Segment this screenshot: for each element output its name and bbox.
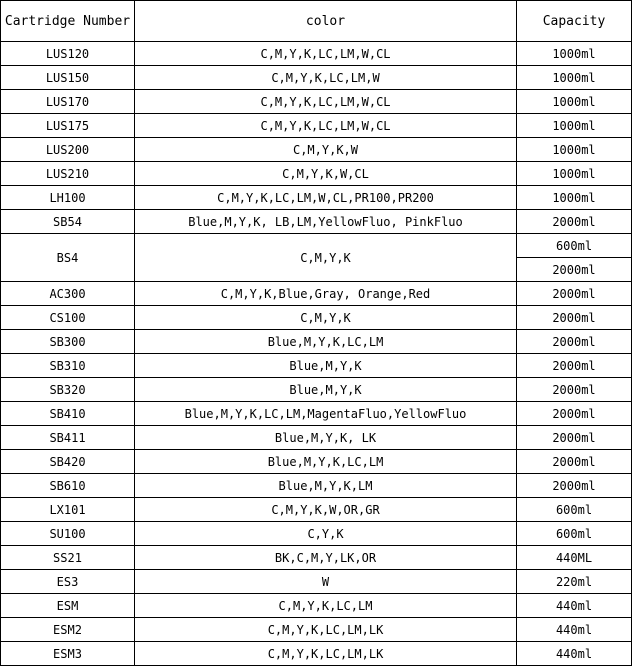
cell-cartridge: LUS175 — [1, 114, 135, 138]
cell-color: Blue,M,Y,K, LB,LM,YellowFluo, PinkFluo — [135, 210, 517, 234]
cell-cartridge: LUS120 — [1, 42, 135, 66]
cell-capacity: 220ml — [517, 570, 632, 594]
cell-color: Blue,M,Y,K — [135, 354, 517, 378]
table-row — [1, 234, 632, 258]
cell-capacity: 2000ml — [517, 474, 632, 498]
table-row — [1, 450, 632, 474]
cell-capacity: 440ml — [517, 594, 632, 618]
cell-capacity: 1000ml — [517, 42, 632, 66]
table-row — [1, 186, 632, 210]
table-row — [1, 42, 632, 66]
table-row — [1, 378, 632, 402]
cell-color: Blue,M,Y,K,LC,LM,MagentaFluo,YellowFluo — [135, 402, 517, 426]
table-row — [1, 114, 632, 138]
cell-capacity: 440ML — [517, 546, 632, 570]
cell-cartridge: SS21 — [1, 546, 135, 570]
cell-capacity: 2000ml — [517, 426, 632, 450]
header-capacity: Capacity — [517, 1, 632, 42]
table-row — [1, 546, 632, 570]
cell-cartridge: BS4 — [1, 234, 135, 282]
cell-cartridge: LH100 — [1, 186, 135, 210]
cell-color: Blue,M,Y,K, LK — [135, 426, 517, 450]
cell-color: C,M,Y,K — [135, 234, 517, 282]
cell-cartridge: LX101 — [1, 498, 135, 522]
cell-cartridge: LUS200 — [1, 138, 135, 162]
cell-capacity: 2000ml — [517, 378, 632, 402]
cell-color: C,M,Y,K,LC,LM,LK — [135, 642, 517, 666]
cell-color: C,M,Y,K,LC,LM,W,CL — [135, 114, 517, 138]
cell-capacity: 440ml — [517, 618, 632, 642]
cell-color: C,M,Y,K,W,CL — [135, 162, 517, 186]
cell-capacity: 600ml — [517, 522, 632, 546]
cell-color: Blue,M,Y,K,LM — [135, 474, 517, 498]
table-row — [1, 138, 632, 162]
cell-capacity-secondary: 2000ml — [517, 258, 632, 282]
cell-color: C,M,Y,K,LC,LM,W,CL — [135, 90, 517, 114]
cell-color: BK,C,M,Y,LK,OR — [135, 546, 517, 570]
cell-color: C,M,Y,K,LC,LM,W,CL,PR100,PR200 — [135, 186, 517, 210]
cell-cartridge: LUS150 — [1, 66, 135, 90]
cell-cartridge: LUS170 — [1, 90, 135, 114]
cell-cartridge: CS100 — [1, 306, 135, 330]
cell-cartridge: SB54 — [1, 210, 135, 234]
table-row — [1, 330, 632, 354]
cell-cartridge: SU100 — [1, 522, 135, 546]
cell-capacity: 1000ml — [517, 162, 632, 186]
cell-cartridge: SB320 — [1, 378, 135, 402]
table-row — [1, 498, 632, 522]
cell-capacity: 1000ml — [517, 138, 632, 162]
cell-capacity: 2000ml — [517, 306, 632, 330]
cell-capacity: 600ml — [517, 498, 632, 522]
cell-capacity: 1000ml — [517, 186, 632, 210]
cell-cartridge: AC300 — [1, 282, 135, 306]
cell-cartridge: SB410 — [1, 402, 135, 426]
cell-capacity: 1000ml — [517, 90, 632, 114]
cell-color: C,M,Y,K,LC,LM — [135, 594, 517, 618]
table-row — [1, 522, 632, 546]
cell-cartridge: ESM3 — [1, 642, 135, 666]
cell-cartridge: SB411 — [1, 426, 135, 450]
table-row — [1, 474, 632, 498]
cell-capacity: 2000ml — [517, 402, 632, 426]
cell-cartridge: LUS210 — [1, 162, 135, 186]
cell-cartridge: SB420 — [1, 450, 135, 474]
cell-cartridge: SB300 — [1, 330, 135, 354]
cell-cartridge: ESM — [1, 594, 135, 618]
cell-color: C,M,Y,K,W,OR,GR — [135, 498, 517, 522]
cell-cartridge: ESM2 — [1, 618, 135, 642]
table-row — [1, 570, 632, 594]
cell-capacity: 1000ml — [517, 66, 632, 90]
header-color: color — [135, 1, 517, 42]
cell-color: C,Y,K — [135, 522, 517, 546]
header-cartridge-number: Cartridge Number — [1, 1, 135, 42]
cell-color: C,M,Y,K,LC,LM,W — [135, 66, 517, 90]
cell-capacity: 600ml — [517, 234, 632, 258]
cell-color: C,M,Y,K,LC,LM,W,CL — [135, 42, 517, 66]
cell-color: Blue,M,Y,K,LC,LM — [135, 330, 517, 354]
cell-color: C,M,Y,K,W — [135, 138, 517, 162]
table-row — [1, 618, 632, 642]
cell-capacity: 2000ml — [517, 210, 632, 234]
cell-color: W — [135, 570, 517, 594]
table-row — [1, 90, 632, 114]
table-row — [1, 426, 632, 450]
cell-cartridge: ES3 — [1, 570, 135, 594]
cell-capacity: 1000ml — [517, 114, 632, 138]
cell-cartridge: SB310 — [1, 354, 135, 378]
cell-color: Blue,M,Y,K,LC,LM — [135, 450, 517, 474]
cell-color: C,M,Y,K — [135, 306, 517, 330]
cell-capacity: 2000ml — [517, 282, 632, 306]
table-row — [1, 306, 632, 330]
cell-color: Blue,M,Y,K — [135, 378, 517, 402]
cell-capacity: 2000ml — [517, 330, 632, 354]
cell-capacity: 2000ml — [517, 354, 632, 378]
table-row — [1, 594, 632, 618]
table-row — [1, 642, 632, 666]
cell-capacity: 440ml — [517, 642, 632, 666]
cell-color: C,M,Y,K,Blue,Gray, Orange,Red — [135, 282, 517, 306]
table-row — [1, 66, 632, 90]
table-row — [1, 162, 632, 186]
table-row — [1, 402, 632, 426]
table-row — [1, 282, 632, 306]
cell-cartridge: SB610 — [1, 474, 135, 498]
header-row — [1, 1, 632, 42]
cell-capacity: 2000ml — [517, 450, 632, 474]
table-row — [1, 354, 632, 378]
cell-color: C,M,Y,K,LC,LM,LK — [135, 618, 517, 642]
table-row — [1, 210, 632, 234]
